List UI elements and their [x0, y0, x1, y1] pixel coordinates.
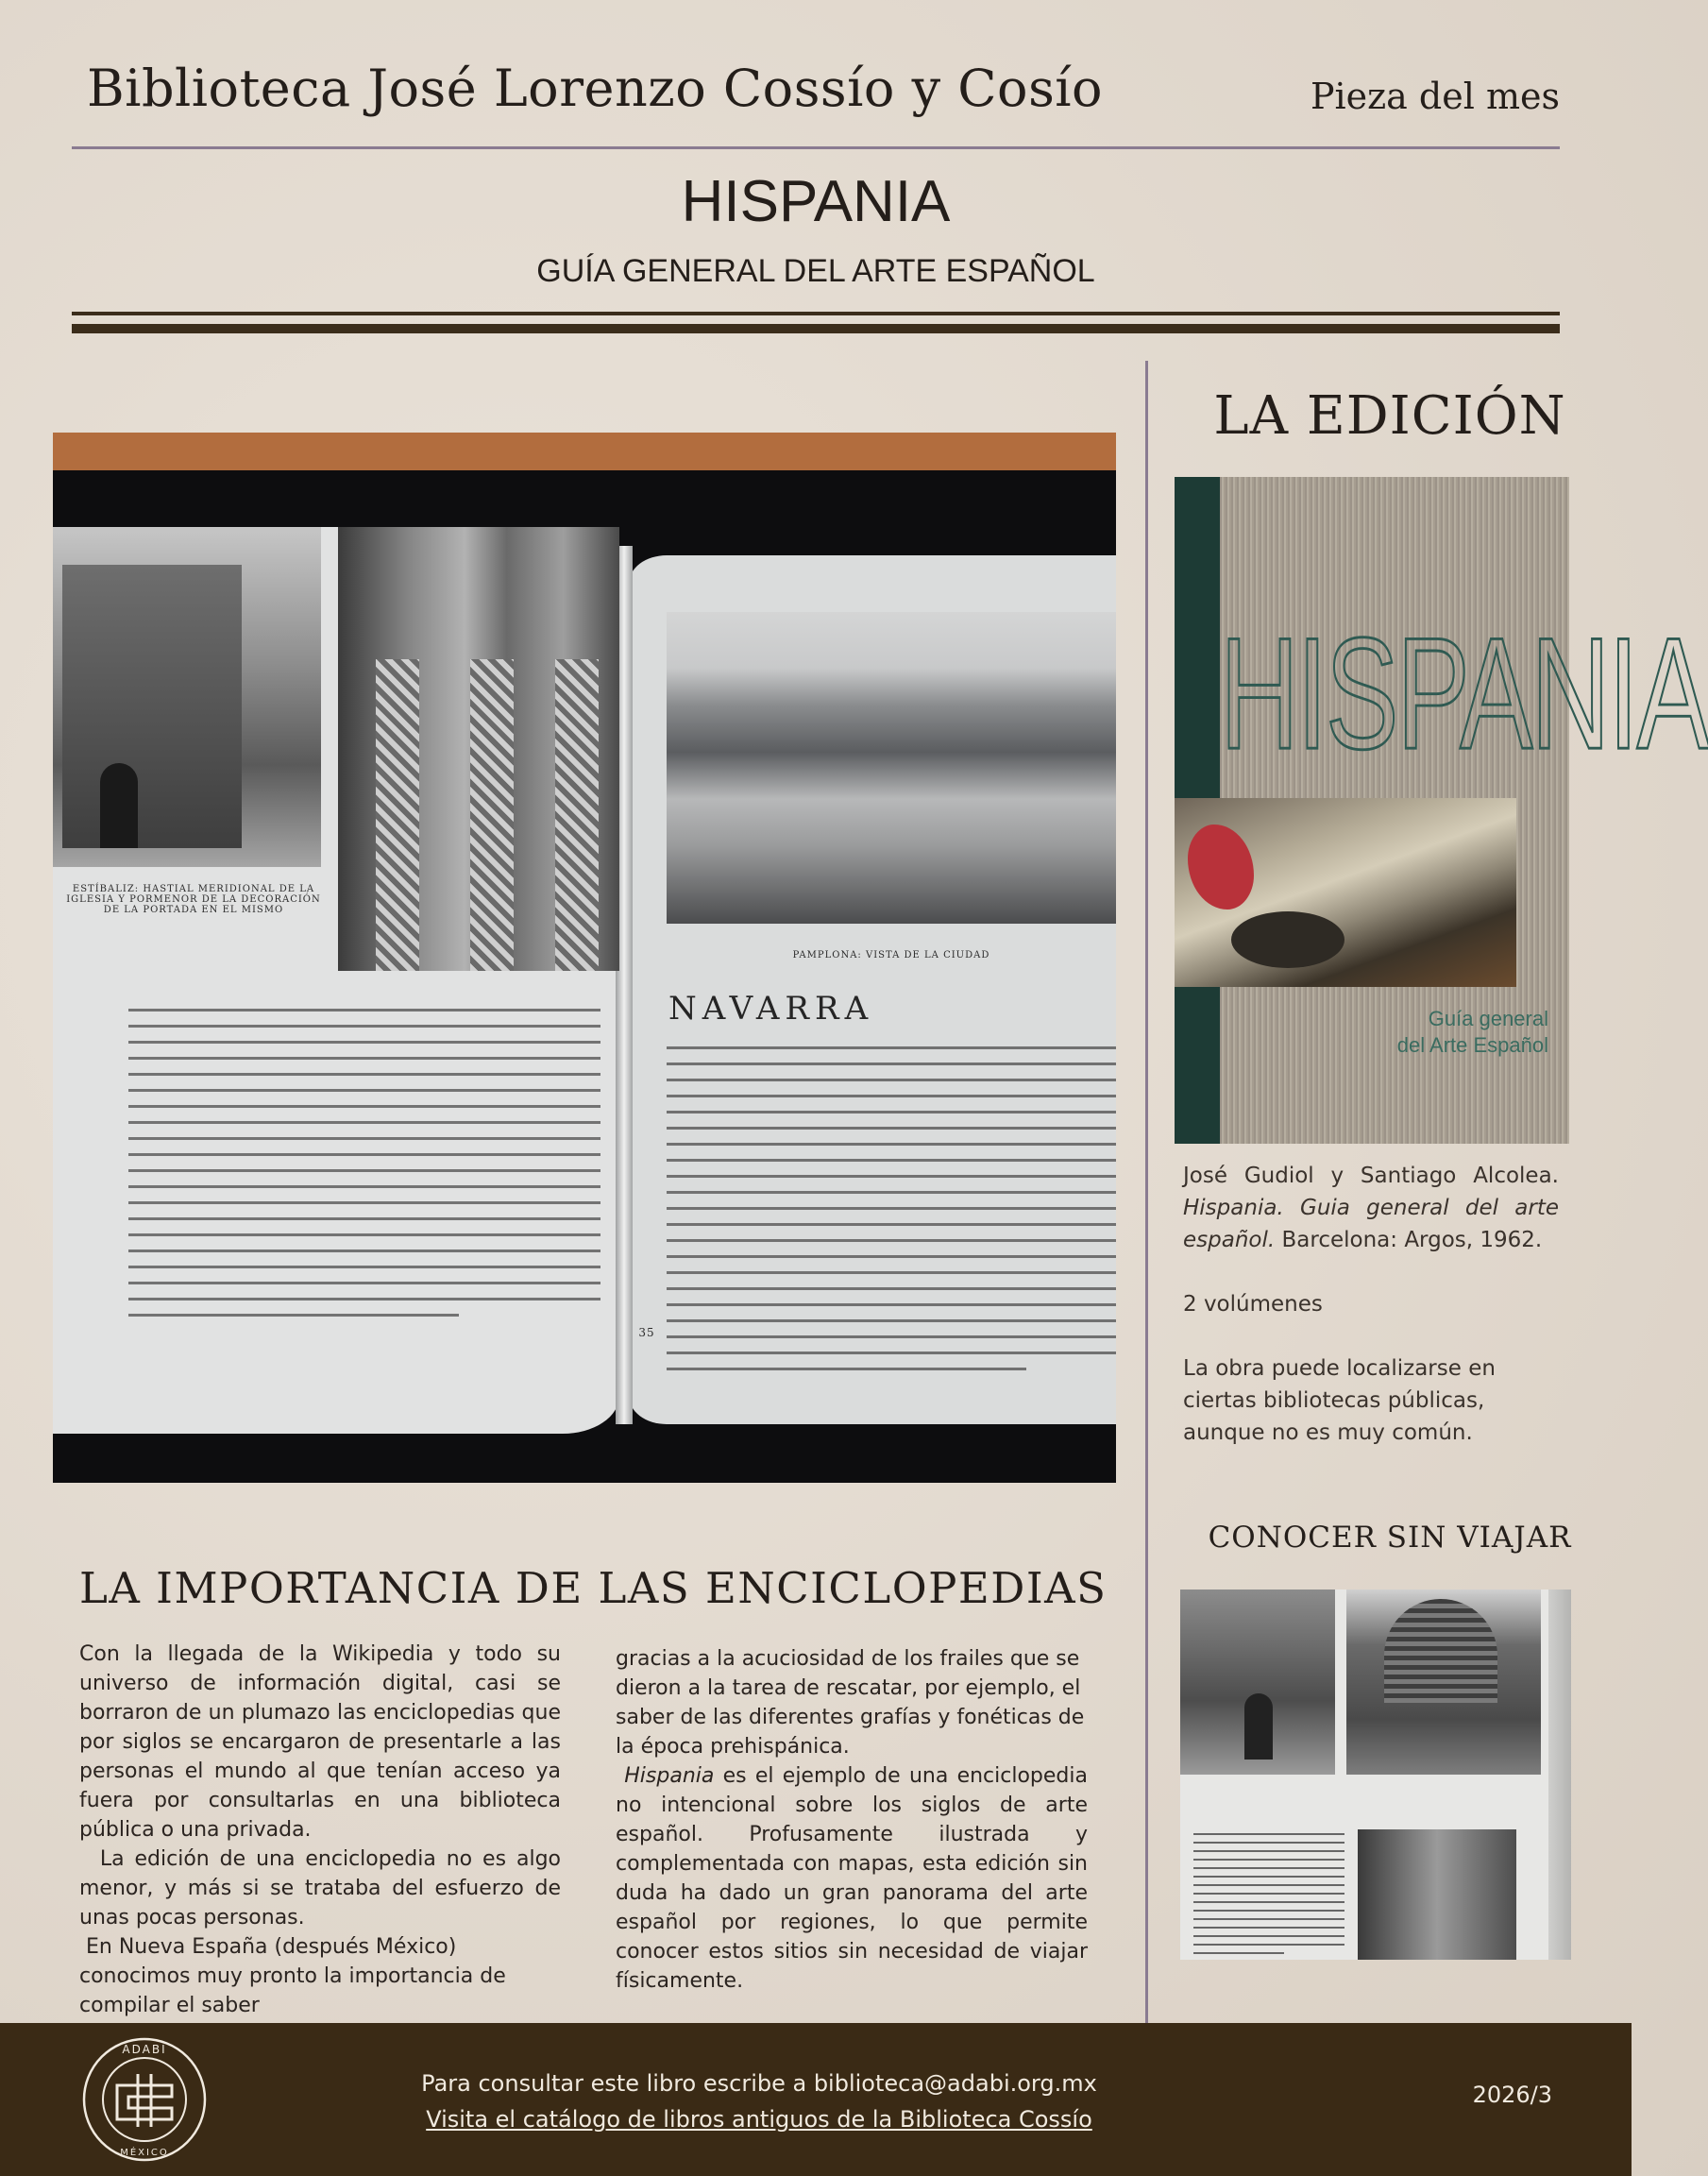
logo-top-text: ADABI	[122, 2043, 167, 2056]
right-page-text	[667, 1046, 1116, 1384]
travel-heading: CONOCER SIN VIAJAR	[1208, 1521, 1572, 1555]
church-photo	[53, 527, 321, 867]
cover-painting	[1175, 798, 1516, 987]
edition-heading: LA EDICIÓN	[1213, 385, 1566, 447]
cover-subtitle: Guía general del Arte Español	[1396, 1007, 1548, 1057]
open-book-photo	[53, 433, 1116, 1483]
catalog-link[interactable]: Visita el catálogo de libros antiguos de la Biblioteca Cossío	[426, 2106, 1092, 2133]
bibliographic-info	[1183, 1160, 1559, 1449]
article-paragraph: La edición de una enciclopedia no es algo menor, y más si se trataba del esfuerzo de unas pocas personas.	[79, 1847, 567, 1930]
logo-bottom-text: MÉXICO	[120, 2148, 169, 2158]
column-divider	[1145, 361, 1148, 2023]
article-title: LA IMPORTANCIA DE LAS ENCICLOPEDIAS	[79, 1563, 1108, 1613]
article-paragraph: Hispania es el ejemplo de una enciclopedia no intencional sobre los siglos de arte español. Profusamente ilustrada y complementada con mapas, esta edición sin duda ha dado un gran panorama del arte español por regiones, lo que permite conocer estos sitios sin necesidad de viajar físicamente.	[616, 1764, 1088, 1993]
section-label: Pieza del mes	[1310, 76, 1560, 117]
header-divider	[72, 146, 1560, 149]
right-photo-caption: PAMPLONA: VISTA DE LA CIUDAD	[792, 950, 990, 960]
issue-number: 2026/3	[1472, 2082, 1552, 2108]
book-section-heading: NAVARRA	[668, 990, 874, 1028]
left-page-text	[128, 1009, 600, 1330]
page-title: HISPANIA	[681, 169, 951, 234]
book-interior-photo	[1180, 1590, 1571, 1960]
site-title: Biblioteca José Lorenzo Cossío y Cosío	[87, 59, 1104, 118]
article-paragraph: En Nueva España (después México) conocimos muy pronto la importancia de compilar el saber	[79, 1935, 513, 2017]
availability-note: La obra puede localizarse en ciertas bibliotecas públicas, aunque no es muy común.	[1183, 1356, 1496, 1445]
title-divider-thick	[72, 324, 1560, 333]
article-paragraph: Con la llegada de la Wikipedia y todo su universo de información digital, casi se borraron de un plumazo las enciclopedias que por siglos se encargaron de presentarle a las personas el mundo al que tenían acceso ya fuera por consultarlas en una biblioteca pública o una privada.	[79, 1642, 561, 1842]
contact-text: Para consultar este libro escribe a biblioteca@adabi.org.mx	[421, 2070, 1097, 2097]
citation: José Gudiol y Santiago Alcolea. Hispania. Guia general del arte español. Barcelona: Argos, 1962.	[1183, 1164, 1559, 1252]
volumes: 2 volúmenes	[1183, 1292, 1323, 1317]
adabi-logo	[81, 2036, 208, 2163]
article-paragraph: gracias a la acuciosidad de los frailes que se dieron a la tarea de rescatar, por ejemplo, el saber de las diferentes grafías y fonéticas de la época prehispánica.	[616, 1647, 1085, 1759]
pamplona-photo	[667, 612, 1116, 924]
footer	[0, 2023, 1632, 2176]
article-column-2	[616, 1644, 1088, 1996]
left-photo-caption: ESTÍBALIZ: HASTIAL MERIDIONAL DE LA IGLESIA Y PORMENOR DE LA DECORACIÓN DE LA PORTADA EN EL MISMO	[66, 884, 321, 915]
title-divider-thin	[72, 312, 1560, 315]
book-cover-photo	[1175, 477, 1708, 1144]
article-column-1	[79, 1640, 567, 2020]
book-page-number: 35	[638, 1326, 655, 1339]
portal-detail-photo	[338, 527, 619, 971]
page-subtitle: GUÍA GENERAL DEL ARTE ESPAÑOL	[536, 253, 1095, 289]
cover-title: HISPANIA	[1220, 604, 1708, 783]
